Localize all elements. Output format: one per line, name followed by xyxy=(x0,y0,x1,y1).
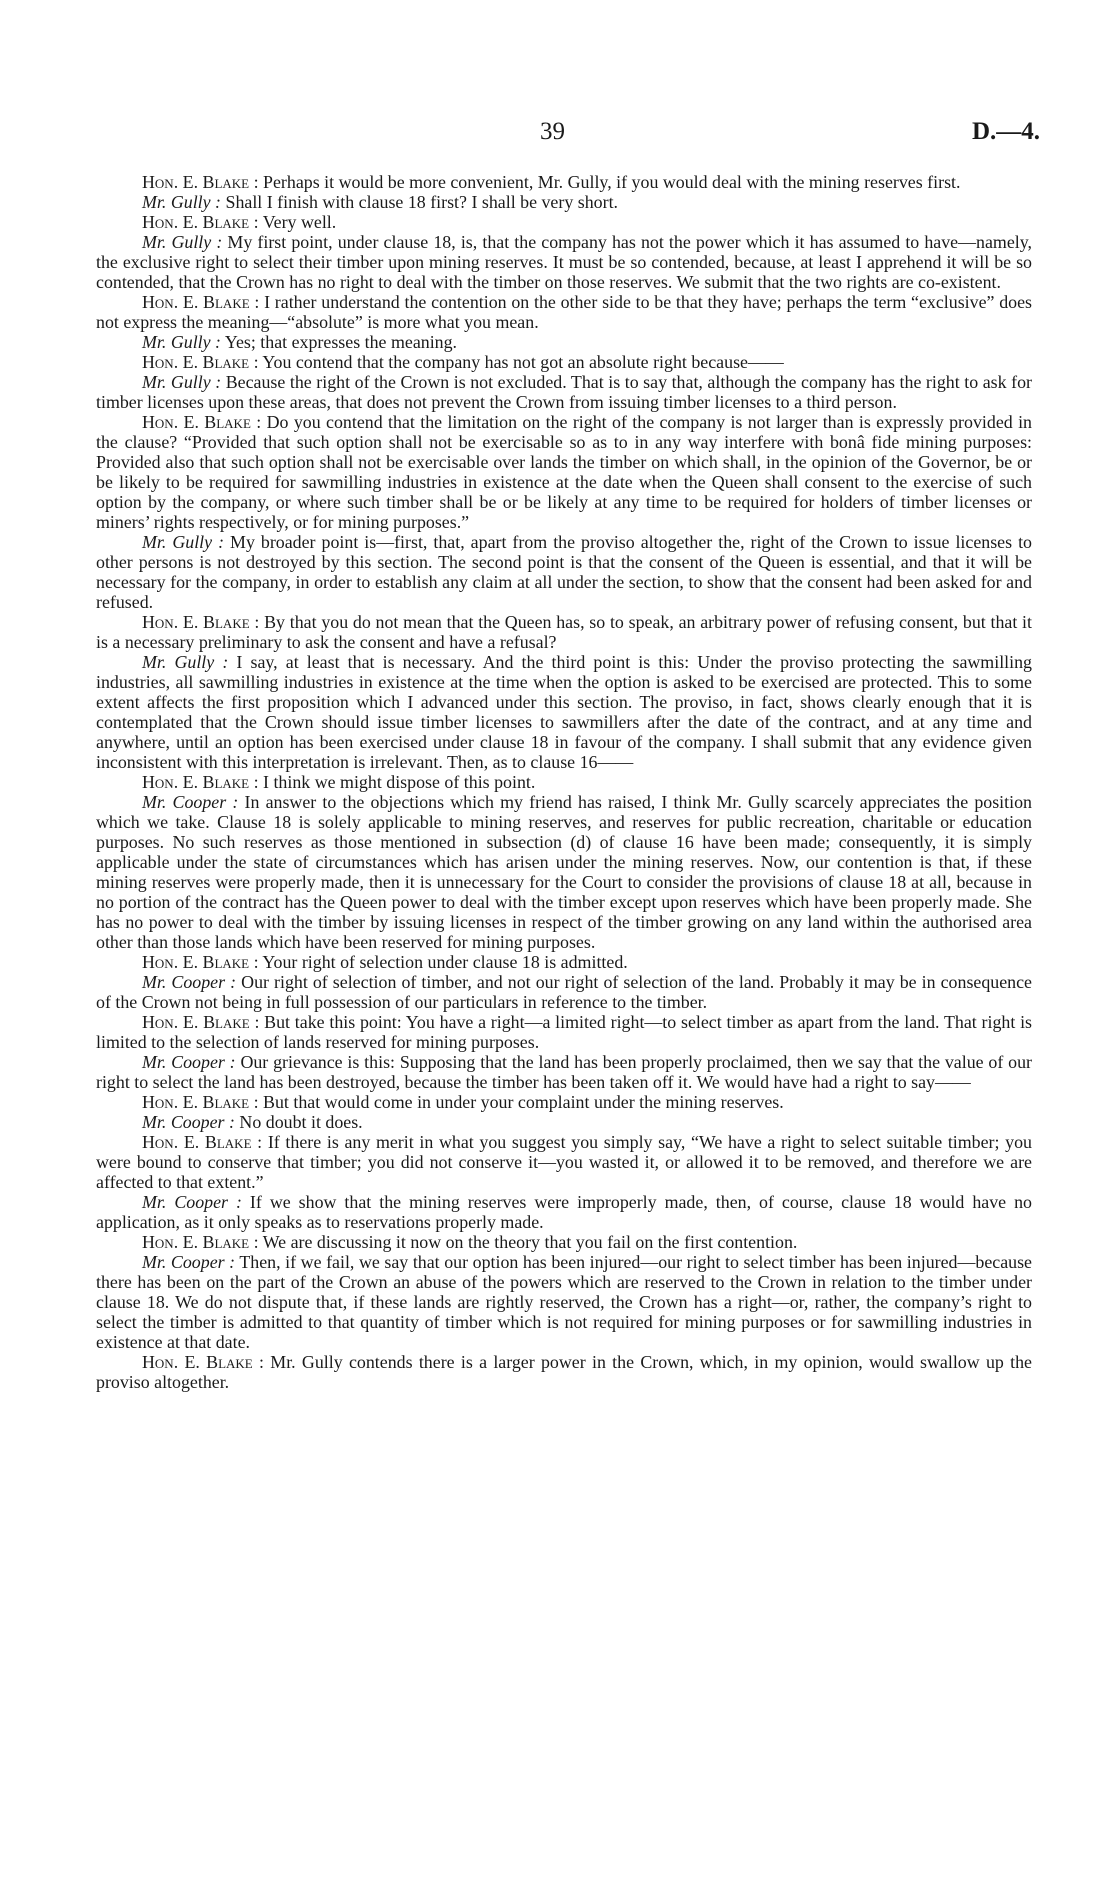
transcript-paragraph xyxy=(96,232,1032,292)
speech-text: I say, at least that is necessary. And the third point is this: Under the proviso protecting the sawmilling industries, all sawmilling industries in existence at the time when the option is asked to be exercised are protected. This to some extent affects the first proposition which I advanced under this section. The proviso, in fact, shows clearly enough that it is contemplated that the Crown should issue timber licenses to sawmillers after the date of the contract, and at any time and anywhere, until an option has been exercised under clause 18 in favour of the company. I shall submit that any evidence given inconsistent with this interpretation is irrelevant. Then, as to clause 16—— xyxy=(96,652,1032,772)
speaker-name: Mr. Gully : xyxy=(142,372,222,392)
speaker-name: Mr. Cooper : xyxy=(142,1252,236,1272)
speaker-name: Hon. E. Blake : xyxy=(142,172,259,192)
speech-text: Then, if we fail, we say that our option has been injured—our right to select timber has been injured—because there has been on the part of the Crown an abuse of the powers which are reserved to the Crown in relation to the timber under clause 18. We do not dispute that, if these lands are rightly reserved, the Crown has a right—or, rather, the company’s right to select the timber is admitted to that quantity of timber which is not required for mining purposes or for sawmilling industries in existence at that date. xyxy=(96,1252,1032,1352)
speech-text: But that would come in under your complaint under the mining reserves. xyxy=(258,1092,784,1112)
transcript-paragraph xyxy=(96,1192,1032,1232)
transcript-paragraph xyxy=(96,1232,1032,1252)
speech-text: But take this point: You have a right—a limited right—to select timber as apart from the land. That right is limited to the selection of lands reserved for mining purposes. xyxy=(96,1012,1032,1052)
speaker-name: Mr. Gully : xyxy=(142,652,229,672)
transcript-paragraph xyxy=(96,212,1032,232)
transcript-paragraph xyxy=(96,292,1032,332)
speech-text: Do you contend that the limitation on the right of the company is not larger than is expressly provided in the clause? “Provided that such option shall not be exercisable so as to in any way interfere with bonâ fide mining purposes: Provided also that such option shall not be exercisable over lands the timber on which shall, in the opinion of the Governor, be or be likely to be required for sawmilling industries in existence at the date when the Queen shall consent to the exercise of such option by the company, or where such timber shall be or be likely at any time to be required for holders of timber licenses or miners’ rights respectively, or for mining purposes.” xyxy=(96,412,1032,532)
speaker-name: Mr. Gully : xyxy=(142,192,222,212)
speaker-name: Mr. Cooper : xyxy=(142,1192,242,1212)
transcript-paragraph xyxy=(96,952,1032,972)
speech-text: You contend that the company has not got an absolute right because—— xyxy=(258,352,784,372)
speaker-name: Mr. Gully : xyxy=(142,332,222,352)
transcript-paragraph xyxy=(96,172,1032,192)
speaker-name: Hon. E. Blake : xyxy=(142,1092,259,1112)
speech-text: If there is any merit in what you suggest you simply say, “We have a right to select suitable timber; you were bound to conserve that timber; you did not conserve it—you wasted it, or allowed it to be removed, and therefore we are affected to that extent.” xyxy=(96,1132,1032,1192)
speech-text: Our right of selection of timber, and not our right of selection of the land. Probably it may be in consequence of the Crown not being in full possession of our particulars in reference to the timber. xyxy=(96,972,1033,1012)
speech-text: If we show that the mining reserves were improperly made, then, of course, clause 18 would have no application, as it only speaks as to reservations properly made. xyxy=(96,1192,1032,1232)
speech-text: I think we might dispose of this point. xyxy=(258,772,536,792)
speaker-name: Mr. Gully : xyxy=(142,532,225,552)
speaker-name: Hon. E. Blake : xyxy=(142,952,259,972)
speech-text: My first point, under clause 18, is, that the company has not the power which it has assumed to have—namely, the exclusive right to select their timber upon mining reserves. It must be so contended, because, at least I apprehend it will be so contended, that the Crown has no right to deal with the timber on those reserves. We submit that the two rights are co-existent. xyxy=(96,232,1032,292)
speech-text: No doubt it does. xyxy=(234,1112,363,1132)
speaker-name: Mr. Gully : xyxy=(142,232,223,252)
transcript-paragraph xyxy=(96,532,1032,612)
speaker-name: Mr. Cooper : xyxy=(142,1052,236,1072)
page-number: 39 xyxy=(540,118,565,145)
transcript-paragraph xyxy=(96,1092,1032,1112)
speaker-name: Hon. E. Blake : xyxy=(142,1352,264,1372)
transcript-paragraph xyxy=(96,1252,1032,1352)
speech-text: Perhaps it would be more convenient, Mr. Gully, if you would deal with the mining reserves first. xyxy=(258,172,961,192)
speech-text: Our grievance is this: Supposing that the land has been properly proclaimed, then we say that the value of our right to select the land has been destroyed, because the timber has been taken off it. We would have had a right to say—— xyxy=(96,1052,1032,1092)
speech-text: Because the right of the Crown is not excluded. That is to say that, although the company has the right to ask for timber licenses upon these areas, that does not prevent the Crown from issuing timber licenses to a third person. xyxy=(96,372,1032,412)
speaker-name: Hon. E. Blake : xyxy=(142,212,259,232)
transcript-paragraph xyxy=(96,1052,1032,1092)
speaker-name: Hon. E. Blake : xyxy=(142,1012,260,1032)
speaker-name: Hon. E. Blake : xyxy=(142,612,260,632)
speaker-name: Hon. E. Blake : xyxy=(142,292,260,312)
transcript-body xyxy=(96,172,1032,1392)
transcript-paragraph xyxy=(96,372,1032,412)
transcript-paragraph xyxy=(96,772,1032,792)
transcript-paragraph xyxy=(96,972,1032,1012)
speech-text: In answer to the objections which my friend has raised, I think Mr. Gully scarcely appreciates the position which we take. Clause 18 is solely applicable to mining reserves, and reserves for public recreation, charitable or education purposes. No such reserves as those mentioned in subsection (d) of clause 16 have been made; consequently, it is simply applicable under the state of circumstances which has arisen under the mining reserves. Now, our contention is that, if these mining reserves were properly made, then it is unnecessary for the Court to consider the provisions of clause 18 at all, because in no portion of the contract has the Queen power to deal with the timber except upon reserves which have been properly made. She has no power to deal with the timber by issuing licenses in respect of the timber growing on any land within the authorised area other than those lands which have been reserved for mining purposes. xyxy=(96,792,1032,952)
speaker-name: Hon. E. Blake : xyxy=(142,772,259,792)
speaker-name: Mr. Cooper : xyxy=(142,972,237,992)
transcript-paragraph xyxy=(96,412,1032,532)
speaker-name: Hon. E. Blake : xyxy=(142,412,262,432)
transcript-paragraph xyxy=(96,652,1032,772)
transcript-paragraph xyxy=(96,1112,1032,1132)
speech-text: Your right of selection under clause 18 is admitted. xyxy=(258,952,628,972)
transcript-paragraph xyxy=(96,792,1032,952)
transcript-paragraph xyxy=(96,612,1032,652)
speech-text: By that you do not mean that the Queen has, so to speak, an arbitrary power of refusing consent, but that it is a necessary preliminary to ask the consent and have a refusal? xyxy=(96,612,1032,652)
speaker-name: Hon. E. Blake : xyxy=(142,1132,263,1152)
transcript-paragraph xyxy=(96,332,1032,352)
speech-text: Very well. xyxy=(258,212,337,232)
speech-text: Mr. Gully contends there is a larger power in the Crown, which, in my opinion, would swallow up the proviso altogether. xyxy=(96,1352,1032,1392)
speaker-name: Hon. E. Blake : xyxy=(142,352,259,372)
speech-text: Yes; that expresses the meaning. xyxy=(221,332,458,352)
transcript-paragraph xyxy=(96,1352,1032,1392)
speaker-name: Mr. Cooper : xyxy=(142,1112,235,1132)
speech-text: My broader point is—first, that, apart from the proviso altogether the, right of the Crown to issue licenses to other persons is not destroyed by this section. The second point is that the consent of the Queen is essential, and that it will be necessary for the company, in order to establish any claim at all under the section, to show that the consent had been asked for and refused. xyxy=(96,532,1032,612)
page-header xyxy=(0,118,1114,152)
speech-text: We are discussing it now on the theory that you fail on the first contention. xyxy=(258,1232,798,1252)
transcript-paragraph xyxy=(96,352,1032,372)
speech-text: Shall I finish with clause 18 first? I shall be very short. xyxy=(221,192,619,212)
transcript-paragraph xyxy=(96,1132,1032,1192)
document-reference: D.—4. xyxy=(971,118,1040,145)
speech-text: I rather understand the contention on the other side to be that they have; perhaps the term “exclusive” does not express the meaning—“absolute” is more what you mean. xyxy=(96,292,1032,332)
speaker-name: Hon. E. Blake : xyxy=(142,1232,259,1252)
transcript-paragraph xyxy=(96,1012,1032,1052)
transcript-paragraph xyxy=(96,192,1032,212)
speaker-name: Mr. Cooper : xyxy=(142,792,239,812)
